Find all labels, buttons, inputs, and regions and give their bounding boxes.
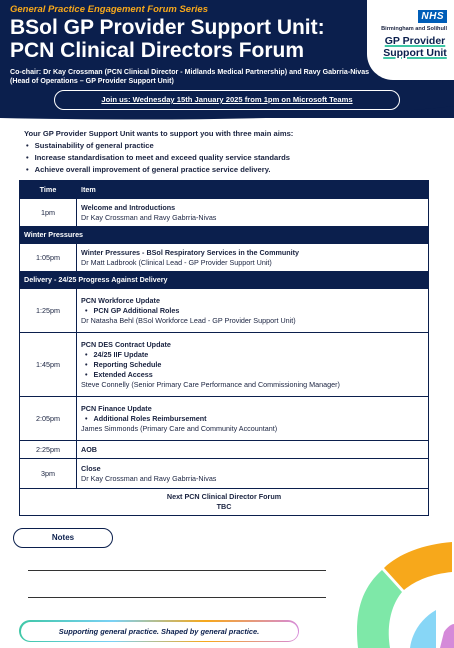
subtopic: • Extended Access bbox=[85, 370, 424, 380]
item-presenter: James Simmonds (Primary Care and Community Accountant) bbox=[81, 423, 278, 433]
item-subtopics bbox=[85, 350, 424, 380]
aim-item: • Increase standardisation to meet and exceed quality service standards bbox=[26, 152, 434, 164]
item-subtopics bbox=[85, 414, 424, 424]
item-presenter: Dr Kay Crossman and Ravy Gabrria-Nivas bbox=[81, 473, 217, 483]
agenda-time: 2:25pm bbox=[20, 441, 77, 459]
section-row bbox=[20, 227, 429, 244]
decorative-swirl bbox=[332, 540, 454, 648]
item-subtopics bbox=[85, 306, 424, 316]
agenda-table bbox=[19, 180, 429, 516]
next-forum-label: Next PCN Clinical Director Forum bbox=[166, 492, 282, 501]
slogan-text: Supporting general practice. Shaped by general practice. bbox=[21, 622, 298, 641]
item-presenter: Dr Kay Crossman and Ravy Gabrria-Nivas bbox=[81, 212, 217, 222]
agenda-time: 1:45pm bbox=[20, 333, 77, 397]
subtopic: • 24/25 IIF Update bbox=[85, 350, 424, 360]
agenda-item bbox=[77, 459, 429, 489]
subtopic: • Reporting Schedule bbox=[85, 360, 424, 370]
agenda-item bbox=[77, 289, 429, 333]
series-title: General Practice Engagement Forum Series bbox=[10, 4, 208, 15]
agenda-item bbox=[77, 333, 429, 397]
item-presenter: Dr Natasha Behl (BSol Workforce Lead - GP Provider Support Unit) bbox=[81, 315, 296, 325]
item-title: AOB bbox=[81, 444, 97, 454]
item-title: Close bbox=[81, 463, 101, 473]
agenda-item bbox=[77, 199, 429, 227]
agenda-row bbox=[20, 244, 429, 272]
agenda-time: 1pm bbox=[20, 199, 77, 227]
note-line bbox=[28, 597, 326, 598]
aims-lead: Your GP Provider Support Unit wants to support you with three main aims: bbox=[24, 129, 294, 138]
col-time-header: Time bbox=[20, 181, 77, 199]
aims-list bbox=[26, 140, 434, 176]
item-presenter: Steve Connelly (Senior Primary Care Performance and Commissioning Manager) bbox=[81, 379, 340, 389]
agenda-time: 1:05pm bbox=[20, 244, 77, 272]
logo-unit-line1: GP Provider bbox=[384, 35, 446, 47]
agenda-header-row bbox=[20, 181, 429, 199]
agenda-time: 1:25pm bbox=[20, 289, 77, 333]
section-row bbox=[20, 272, 429, 289]
logo-org-name: Birmingham and Solihull bbox=[381, 26, 447, 32]
section-title: Delivery - 24/25 Progress Against Delivery bbox=[20, 272, 429, 289]
item-presenter: Dr Matt Ladbrook (Clinical Lead - GP Provider Support Unit) bbox=[81, 257, 272, 267]
notes-label: Notes bbox=[13, 528, 113, 548]
next-forum-row bbox=[20, 489, 429, 516]
agenda-row bbox=[20, 333, 429, 397]
next-forum-date: TBC bbox=[216, 502, 232, 511]
section-title: Winter Pressures bbox=[20, 227, 429, 244]
item-title: PCN Workforce Update bbox=[81, 295, 160, 305]
logo-unit-line2: Support Unit bbox=[383, 47, 447, 59]
note-line bbox=[28, 570, 326, 571]
item-title: Winter Pressures - BSol Respiratory Services in the Community bbox=[81, 247, 300, 257]
join-teams-link[interactable]: Join us: Wednesday 15th January 2025 from 1pm on Microsoft Teams bbox=[54, 90, 400, 110]
page-title: BSol GP Provider Support Unit: PCN Clinical Directors Forum bbox=[10, 16, 325, 62]
subtopic: • Additional Roles Reimbursement bbox=[85, 414, 424, 424]
agenda-row bbox=[20, 441, 429, 459]
cochairs-text: Co-chair: Dr Kay Crossman (PCN Clinical Director - Midlands Medical Partnership) and Ravy Gabrria-Nivas (Head of Operations – GP Provider Support Unit) bbox=[10, 68, 370, 85]
item-title: PCN Finance Update bbox=[81, 403, 152, 413]
aim-item: • Achieve overall improvement of general practice service delivery. bbox=[26, 164, 434, 176]
agenda-item bbox=[77, 397, 429, 441]
nhs-badge: NHS bbox=[418, 10, 447, 23]
col-item-header: Item bbox=[77, 181, 429, 199]
agenda-row bbox=[20, 289, 429, 333]
agenda-time: 3pm bbox=[20, 459, 77, 489]
aim-item: • Sustainability of general practice bbox=[26, 140, 434, 152]
subtopic: • PCN GP Additional Roles bbox=[85, 306, 424, 316]
agenda-row bbox=[20, 199, 429, 227]
agenda-item bbox=[77, 244, 429, 272]
nhs-logo bbox=[367, 0, 454, 80]
agenda-row bbox=[20, 459, 429, 489]
item-title: Welcome and Introductions bbox=[81, 202, 176, 212]
slogan-banner bbox=[19, 620, 299, 642]
agenda-time: 2:05pm bbox=[20, 397, 77, 441]
next-forum-cell bbox=[20, 489, 429, 516]
aims-section bbox=[24, 128, 434, 176]
logo-unit-name bbox=[379, 35, 451, 59]
agenda-row bbox=[20, 397, 429, 441]
item-title: PCN DES Contract Update bbox=[81, 339, 171, 349]
agenda-item bbox=[77, 441, 429, 459]
